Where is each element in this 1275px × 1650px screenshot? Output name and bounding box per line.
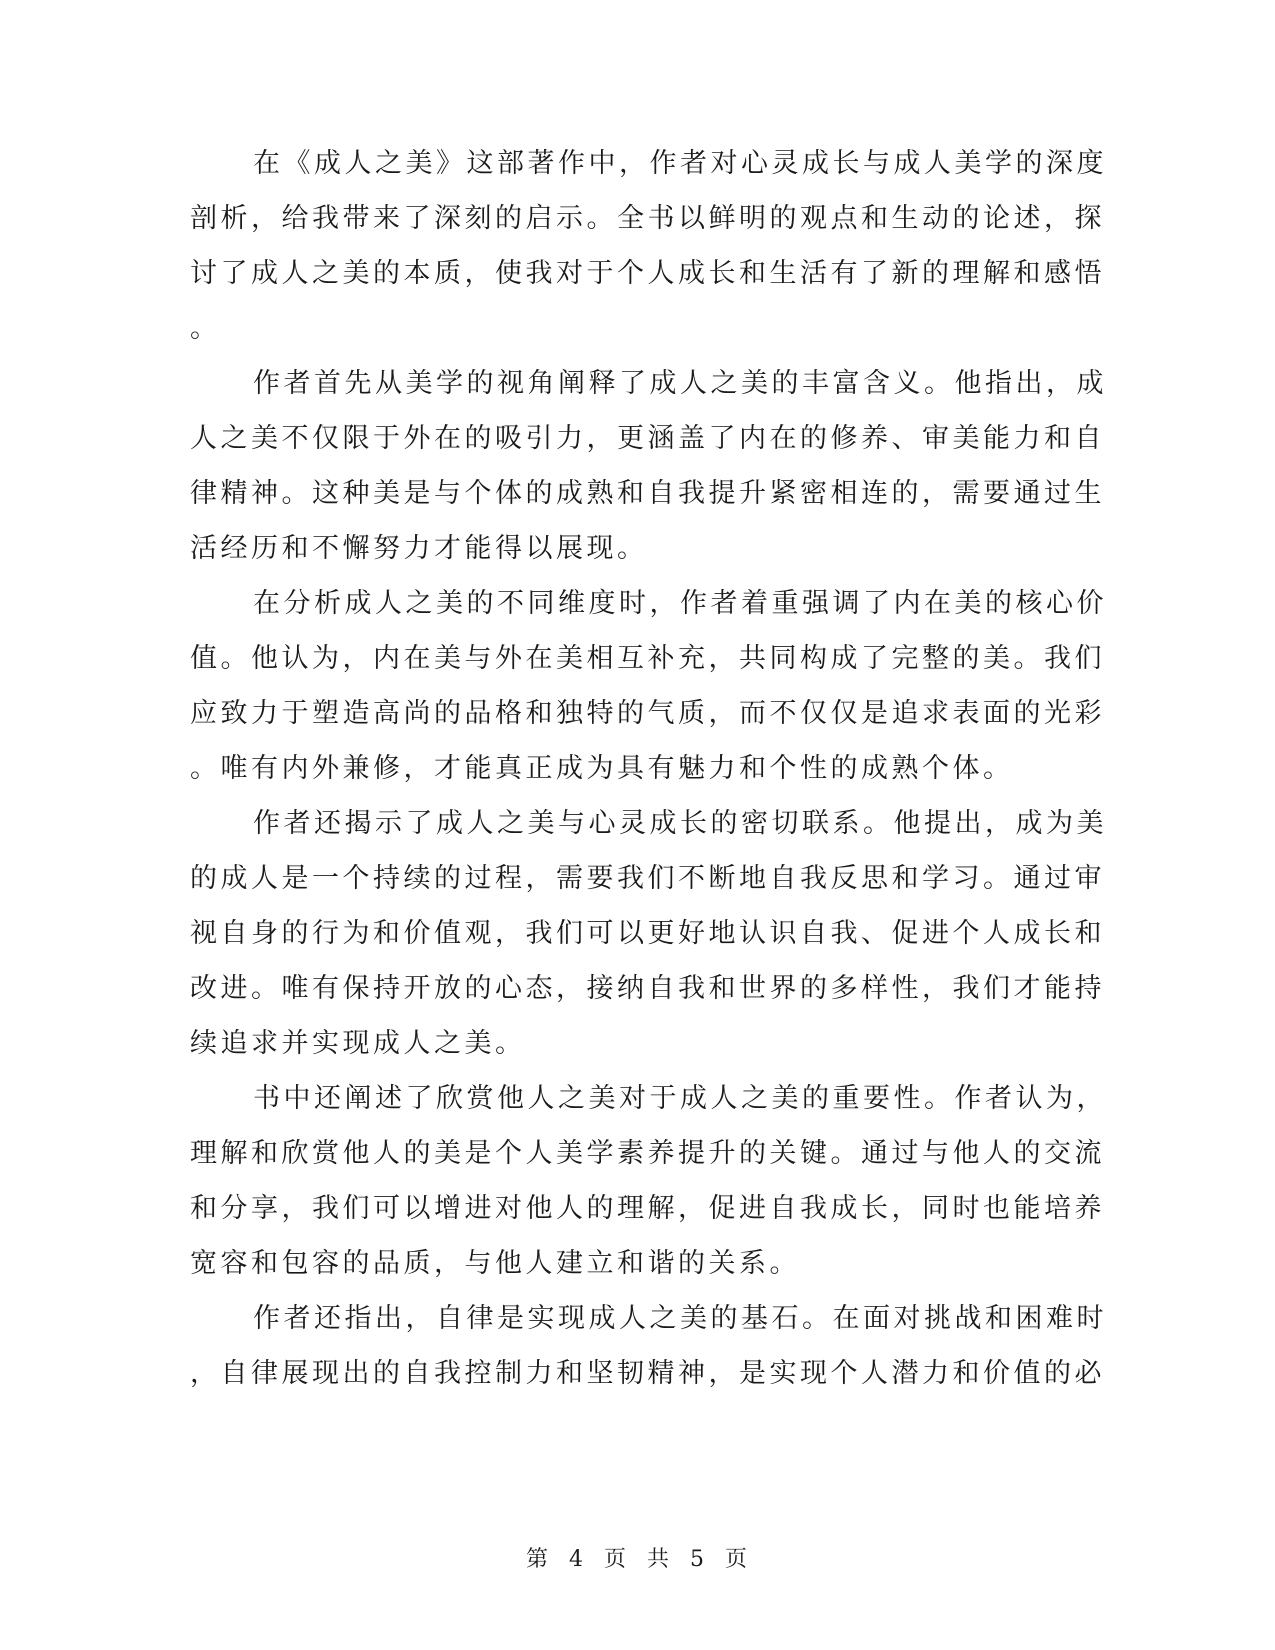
- paragraph-2-line-1: 作者首先从美学的视角阐释了成人之美的丰富含义。他指出，成: [253, 368, 1107, 399]
- paragraph-5-line-2: 理解和欣赏他人的美是个人美学素养提升的关键。通过与他人的交流: [190, 1138, 1105, 1169]
- paragraph-5-line-4: 宽容和包容的品质，与他人建立和谐的关系。: [190, 1248, 800, 1279]
- paragraph-5-line-1: 书中还阐述了欣赏他人之美对于成人之美的重要性。作者认为，: [253, 1083, 1107, 1114]
- paragraph-1-line-1: 在《成人之美》这部著作中，作者对心灵成长与成人美学的深度: [253, 148, 1107, 179]
- paragraph-3-line-3: 应致力于塑造高尚的品格和独特的气质，而不仅仅是追求表面的光彩: [190, 698, 1105, 729]
- paragraph-4-line-4: 改进。唯有保持开放的心态，接纳自我和世界的多样性，我们才能持: [190, 973, 1105, 1004]
- paragraph-3-line-2: 值。他认为，内在美与外在美相互补充，共同构成了完整的美。我们: [190, 643, 1105, 674]
- paragraph-1-line-3: 讨了成人之美的本质，使我对于个人成长和生活有了新的理解和感悟: [190, 258, 1105, 289]
- paragraph-2-line-2: 人之美不仅限于外在的吸引力，更涵盖了内在的修养、审美能力和自: [190, 423, 1105, 454]
- paragraph-2-line-3: 律精神。这种美是与个体的成熟和自我提升紧密相连的，需要通过生: [190, 478, 1105, 509]
- paragraph-3-line-1: 在分析成人之美的不同维度时，作者着重强调了内在美的核心价: [253, 588, 1107, 619]
- paragraph-6-line-2: ，自律展现出的自我控制力和坚韧精神，是实现个人潜力和价值的必: [190, 1358, 1105, 1389]
- document-body: [190, 136, 1107, 1401]
- paragraph-4-line-3: 视自身的行为和价值观，我们可以更好地认识自我、促进个人成长和: [190, 918, 1105, 949]
- paragraph-3-line-4: 。唯有内外兼修，才能真正成为具有魅力和个性的成熟个体。: [190, 753, 1014, 784]
- paragraph-1-line-4: 。: [190, 313, 221, 344]
- paragraph-6-line-1: 作者还指出，自律是实现成人之美的基石。在面对挑战和困难时: [253, 1303, 1107, 1334]
- paragraph-4-line-2: 的成人是一个持续的过程，需要我们不断地自我反思和学习。通过审: [190, 863, 1105, 894]
- paragraph-4-line-1: 作者还揭示了成人之美与心灵成长的密切联系。他提出，成为美: [253, 808, 1107, 839]
- paragraph-2-line-4: 活经历和不懈努力才能得以展现。: [190, 533, 648, 564]
- paragraph-5-line-3: 和分享，我们可以增进对他人的理解，促进自我成长，同时也能培养: [190, 1193, 1105, 1224]
- page-number-footer: 第 4 页 共 5 页: [526, 1547, 749, 1572]
- paragraph-1-line-2: 剖析，给我带来了深刻的启示。全书以鲜明的观点和生动的论述，探: [190, 203, 1105, 234]
- paragraph-4-line-5: 续追求并实现成人之美。: [190, 1028, 526, 1059]
